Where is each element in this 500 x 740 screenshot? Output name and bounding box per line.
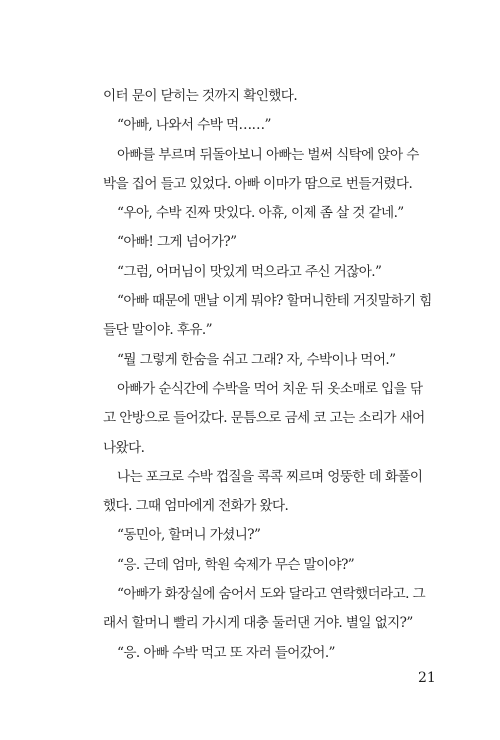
text-line: 아빠를 부르며 뒤돌아보니 아빠는 벌써 식탁에 앉아 수: [117, 146, 419, 163]
text-line: “아빠, 나와서 수박 먹……”: [117, 117, 271, 134]
text-line: 나는 포크로 수박 껍질을 콕콕 찌르며 엉뚱한 데 화풀이: [117, 468, 423, 485]
text-line: 이터 문이 닫히는 것까지 확인했다.: [103, 88, 298, 104]
text-line: “뭘 그렇게 한숨을 쉬고 그래? 자, 수박이나 먹어.”: [117, 351, 396, 368]
text-line: 박을 집어 들고 있었다. 아빠 이마가 땀으로 번들거렸다.: [103, 175, 413, 192]
text-line: 했다. 그때 엄마에게 전화가 왔다.: [103, 498, 289, 515]
text-line: “우아, 수박 진짜 맛있다. 아휴, 이제 좀 살 것 같네.”: [117, 205, 404, 222]
text-line: 아빠가 순식간에 수박을 먹어 치운 뒤 옷소매로 입을 닦: [117, 380, 423, 397]
text-line: 래서 할머니 빨리 가시게 대충 둘러댄 거야. 별일 없지?”: [103, 615, 413, 632]
text-line: 들단 말이야. 후유.”: [103, 322, 212, 339]
text-line: “아빠! 그게 넘어가?”: [117, 234, 237, 251]
text-line: “응. 근데 엄마, 학원 숙제가 무슨 말이야?”: [117, 556, 355, 573]
text-line: “아빠 때문에 맨날 이게 뭐야? 할머니한테 거짓말하기 힘: [117, 293, 432, 310]
body-text: [103, 82, 432, 668]
text-line: 고 안방으로 들어갔다. 문틈으로 금세 코 고는 소리가 새어: [103, 410, 425, 427]
page-number: 21: [418, 670, 436, 686]
text-line: 나왔다.: [103, 439, 145, 456]
text-line: “아빠가 화장실에 숨어서 도와 달라고 연락했더라고. 그: [117, 586, 426, 603]
text-line: “동민아, 할머니 가셨니?”: [117, 527, 261, 544]
text-line: “응. 아빠 수박 먹고 또 자러 들어갔어.”: [117, 644, 335, 661]
text-line: “그럼, 어머님이 맛있게 먹으라고 주신 거잖아.”: [117, 263, 382, 280]
